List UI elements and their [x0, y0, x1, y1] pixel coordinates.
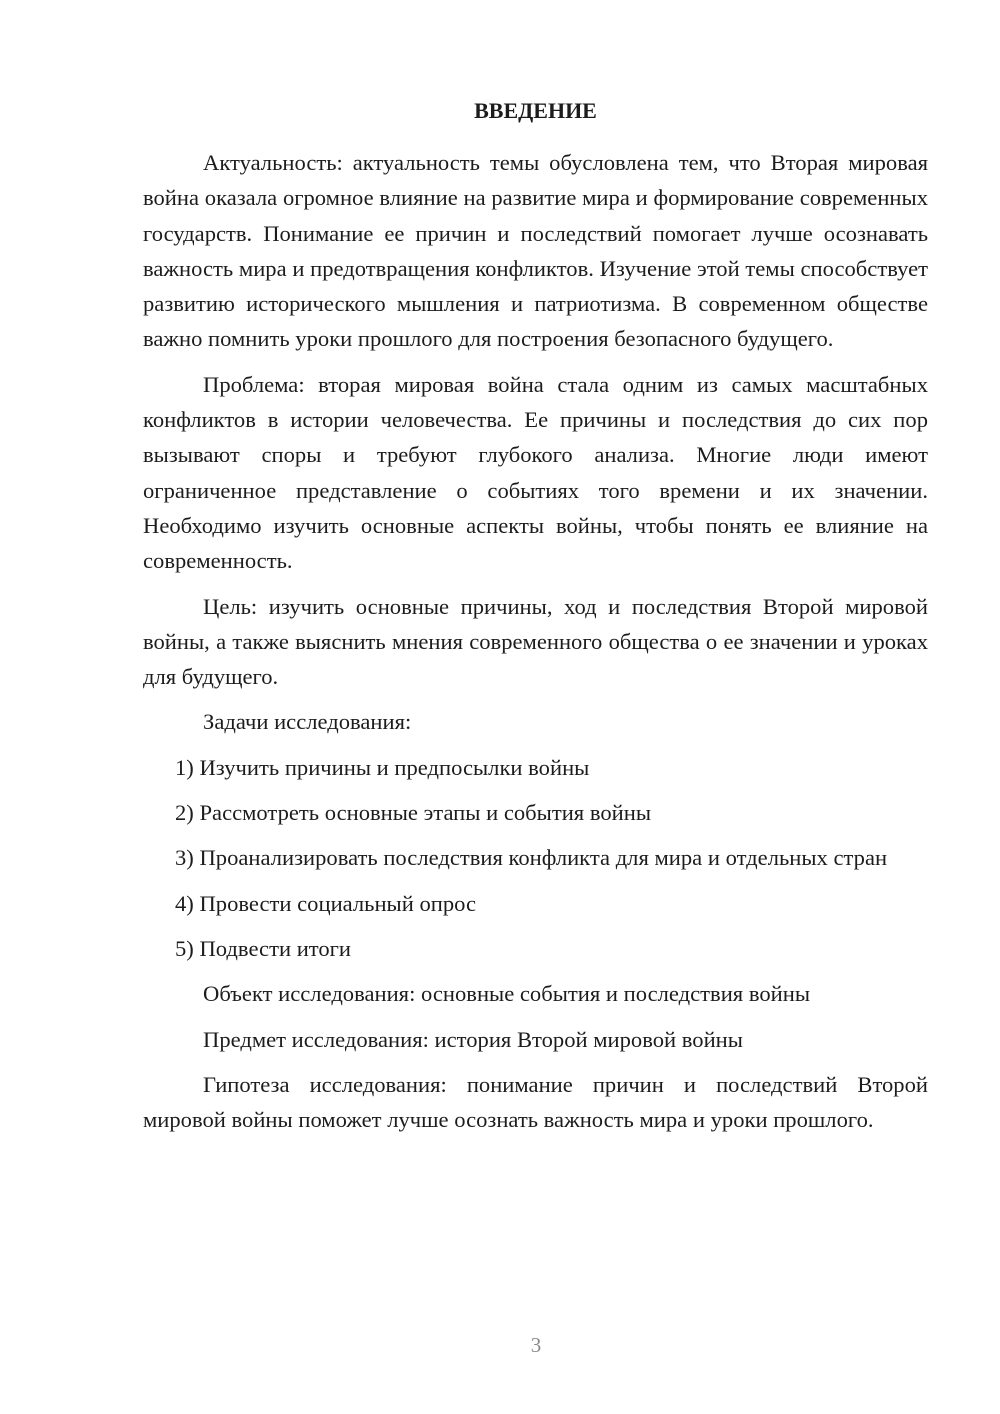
task-item-4: 4) Провести социальный опрос — [175, 890, 477, 916]
task-item-5: 5) Подвести итоги — [175, 935, 352, 961]
task-item-2: 2) Рассмотреть основные этапы и события войны — [175, 800, 652, 826]
tasks-heading: Задачи исследования: — [203, 709, 412, 735]
object-paragraph: Объект исследования: основные события и последствия войны — [203, 981, 810, 1007]
task-item-1: 1) Изучить причины и предпосылки войны — [175, 754, 590, 780]
problem-paragraph: Проблема: вторая мировая война стала одним из самых масштабных конфликтов в истории человечества. Ее причины и последствия до сих пор вызывают споры и требуют глубокого анализа. Многие люди имеют ограниченное представление о событиях того времени и их значении. Необходимо изучить основные аспекты войны, чтобы понять ее влияние на современность. — [143, 371, 928, 574]
page-number: 3 — [530, 1333, 542, 1357]
task-item-3: 3) Проанализировать последствия конфликта для мира и отдельных стран — [175, 845, 888, 871]
hypothesis-paragraph: Гипотеза исследования: понимание причин и последствий Второй мировой войны поможет лучше осознать важность мира и уроки прошлого. — [143, 1071, 928, 1133]
page-title: ВВЕДЕНИЕ — [474, 98, 597, 123]
relevance-paragraph: Актуальность: актуальность темы обусловлена тем, что Вторая мировая война оказала огромное влияние на развитие мира и формирование современных государств. Понимание ее причин и последствий помогает лучше осознавать важность мира и предотвращения конфликтов. Изучение этой темы способствует развитию исторического мышления и патриотизма. В современном обществе важно помнить уроки прошлого для построения безопасного будущего. — [143, 150, 928, 352]
goal-paragraph: Цель: изучить основные причины, ход и последствия Второй мировой войны, а также выяснить мнения современного общества о ее значении и уроках для будущего. — [143, 593, 928, 690]
document-page — [143, 97, 928, 1147]
subject-paragraph: Предмет исследования: история Второй мировой войны — [203, 1026, 743, 1052]
